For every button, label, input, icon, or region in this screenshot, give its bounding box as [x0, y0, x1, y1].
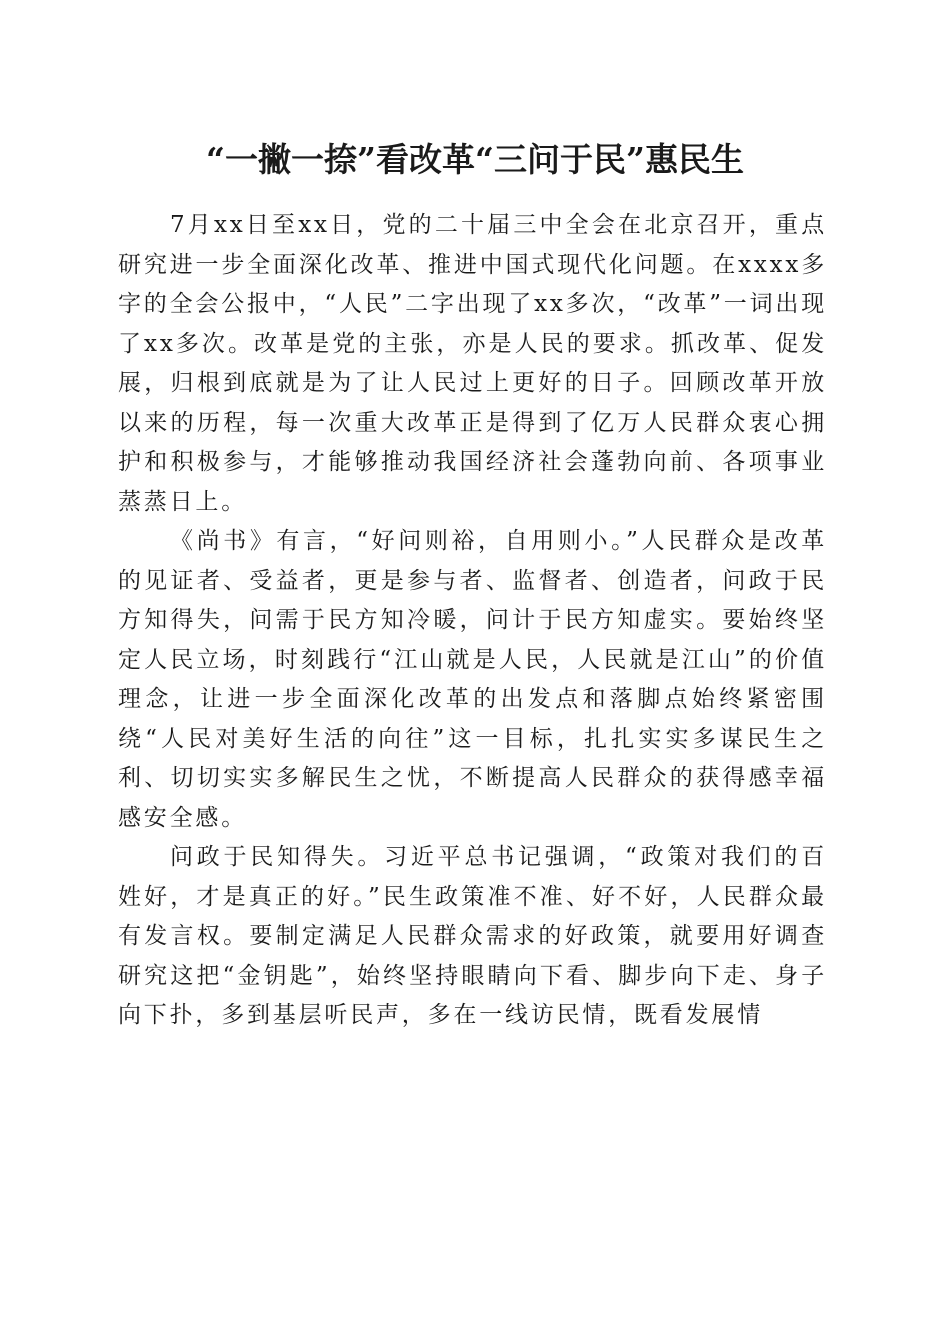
- document-title: “一撇一捺”看改革“三问于民”惠民生: [206, 140, 744, 179]
- paragraph-2: 《尚书》有言，“好问则裕，自用则小。”人民群众是改革的见证者、受益者，更是参与者、监督者、创造者，问政于民方知得失，问需于民方知冷暖，问计于民方知虚实。要始终坚定人民立场，时刻践行“江山就是人民，人民就是江山”的价值理念，让进一步全面深化改革的出发点和落脚点始终紧密围绕“人民对美好生活的向往”这一目标，扎扎实实多谋民生之利、切切实实多解民生之忧，不断提高人民群众的获得感幸福感安全感。: [118, 528, 827, 831]
- paragraph-1: 7月xx日至xx日，党的二十届三中全会在北京召开，重点研究进一步全面深化改革、推进中国式现代化问题。在xxxx多字的全会公报中，“人民”二字出现了xx多次，“改革”一词出现了xx多次。改革是党的主张，亦是人民的要求。抓改革、促发展，归根到底就是为了让人民过上更好的日子。回顾改革开放以来的历程，每一次重大改革正是得到了亿万人民群众衷心拥护和积极参与，才能够推动我国经济社会蓬勃向前、各项事业蒸蒸日上。: [118, 212, 827, 515]
- paragraph-3: 问政于民知得失。习近平总书记强调，“政策对我们的百姓好，才是真正的好。”民生政策准不准、好不好，人民群众最有发言权。要制定满足人民群众需求的好政策，就要用好调查研究这把“金钥匙”，始终坚持眼睛向下看、脚步向下走、身子向下扑，多到基层听民声，多在一线访民情，既看发展情: [118, 844, 827, 1028]
- document-body: [118, 206, 827, 1036]
